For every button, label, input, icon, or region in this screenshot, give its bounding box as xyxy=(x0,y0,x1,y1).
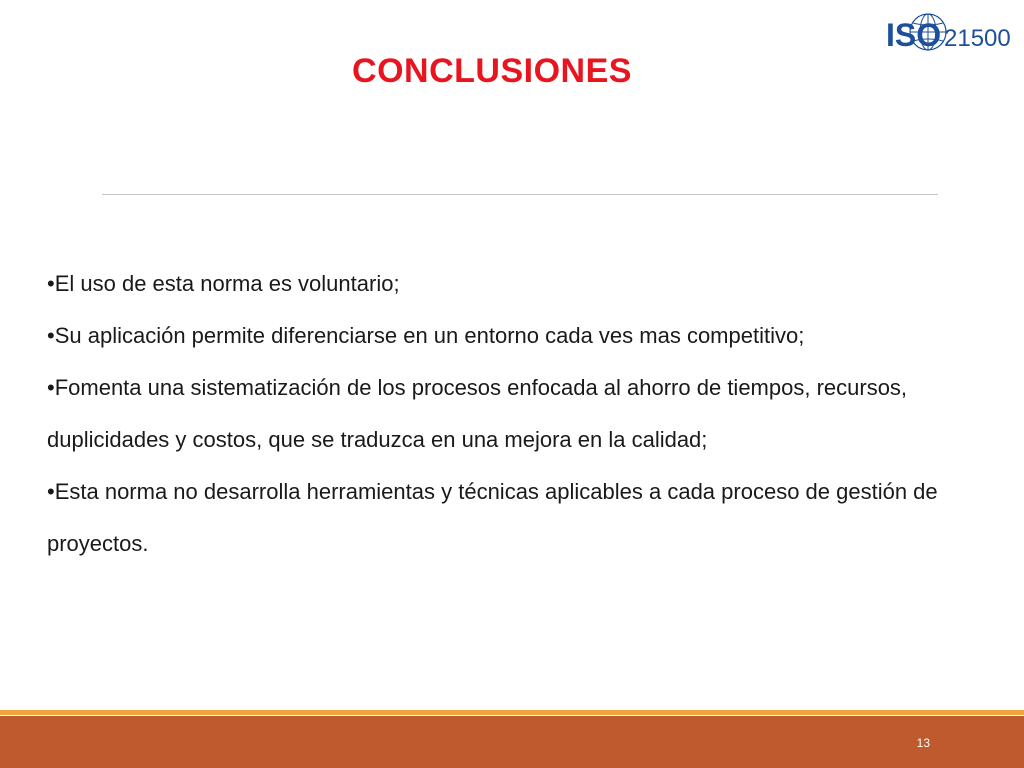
slide-body xyxy=(47,258,977,570)
globe-icon xyxy=(910,14,946,50)
bullet-item: •Su aplicación permite diferenciarse en un entorno cada ves mas competitivo; xyxy=(47,323,805,348)
logo-number-text: 21500 xyxy=(944,25,1011,52)
footer-accent-bar xyxy=(0,710,1024,715)
logo-iso-text: ISO xyxy=(886,17,942,53)
page-number: 13 xyxy=(916,736,930,750)
footer-bar xyxy=(0,716,1024,768)
slide-title: CONCLUSIONES xyxy=(352,52,632,90)
title-divider xyxy=(102,194,938,195)
bullet-item: •Fomenta una sistematización de los procesos enfocada al ahorro de tiempos, recursos, duplicidades y costos, que se traduzca en una mejora en la calidad; xyxy=(47,375,908,452)
bullet-item: •Esta norma no desarrolla herramientas y técnicas aplicables a cada proceso de gestión de proyectos. xyxy=(47,479,938,556)
bullet-item: •El uso de esta norma es voluntario; xyxy=(47,271,400,296)
